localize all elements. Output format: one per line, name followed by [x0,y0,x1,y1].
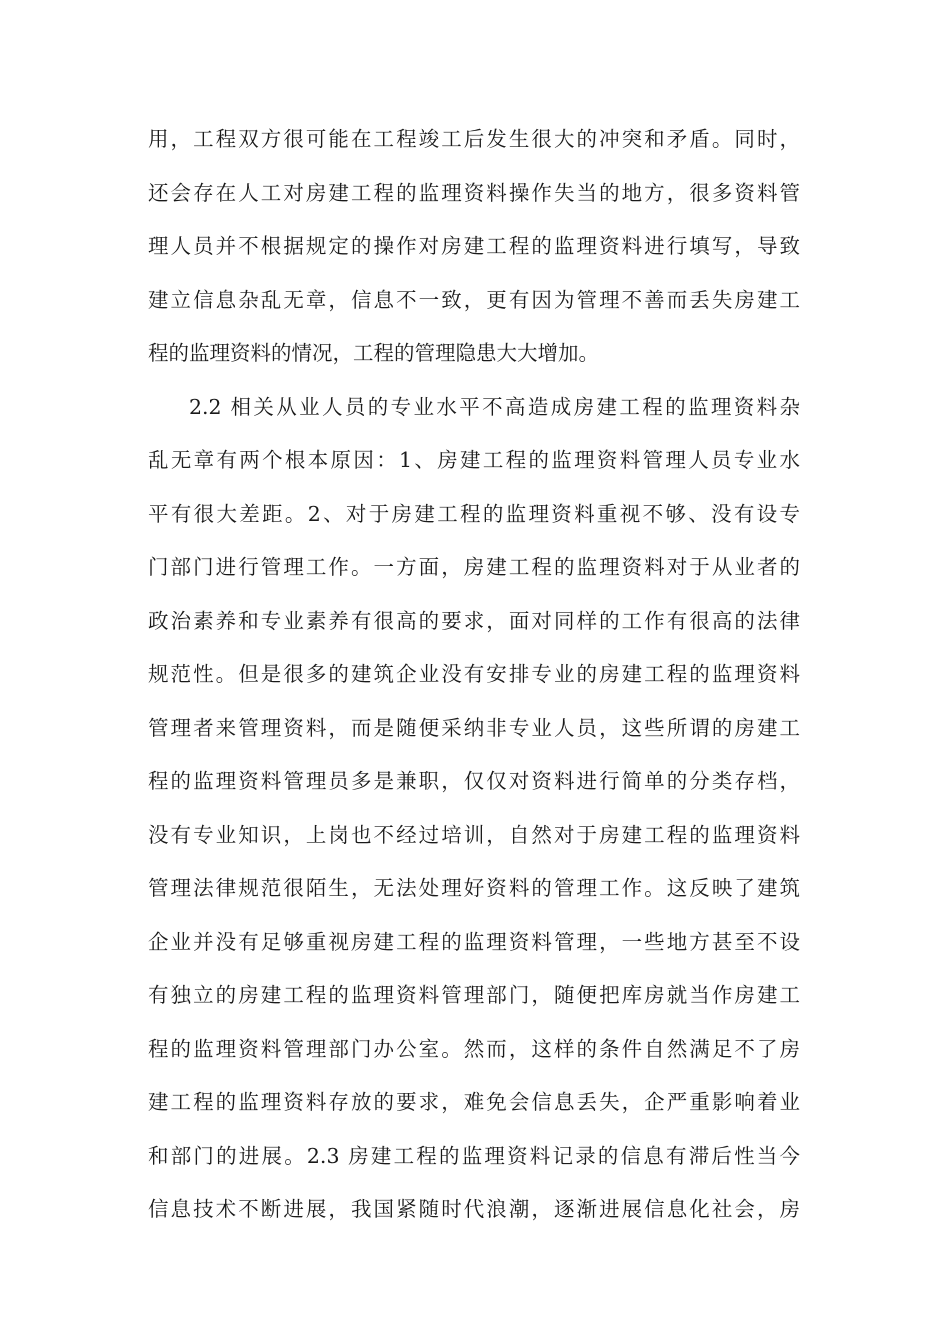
text-line: 乱无章有两个根本原因：1、房建工程的监理资料管理人员专业水 [148,448,800,472]
paragraph-1 [148,113,800,381]
paragraph-2 [148,381,800,1237]
text-line: 规范性。但是很多的建筑企业没有安排专业的房建工程的监理资料 [148,662,800,686]
text-line: 有独立的房建工程的监理资料管理部门，随便把库房就当作房建工 [148,983,800,1007]
text-line: 建立信息杂乱无章，信息不一致，更有因为管理不善而丢失房建工 [148,287,800,312]
text-line: 建工程的监理资料存放的要求，难免会信息丢失，企严重影响着业 [148,1090,800,1114]
text-line: 政治素养和专业素养有很高的要求，面对同样的工作有很高的法律 [148,608,800,633]
text-line: 和部门的进展。2.3 房建工程的监理资料记录的信息有滞后性当今 [148,1143,800,1168]
text-line: 信息技术不断进展，我国紧随时代浪潮，逐渐进展信息化社会，房 [148,1197,800,1221]
text-line: 平有很大差距。2、对于房建工程的监理资料重视不够、没有设专 [148,501,800,526]
document-body [148,113,800,1237]
text-line: 门部门进行管理工作。一方面，房建工程的监理资料对于从业者的 [148,555,800,579]
text-line: 还会存在人工对房建工程的监理资料操作失当的地方，很多资料管 [148,180,800,205]
text-line: 用，工程双方很可能在工程竣工后发生很大的冲突和矛盾。同时， [148,127,800,151]
text-line: 程的监理资料的情况，工程的管理隐患大大增加。 [148,341,599,365]
text-line: 没有专业知识，上岗也不经过培训，自然对于房建工程的监理资料 [148,822,800,847]
text-line: 企业并没有足够重视房建工程的监理资料管理，一些地方甚至不设 [148,929,800,954]
text-line: 理人员并不根据规定的操作对房建工程的监理资料进行填写，导致 [148,234,800,258]
text-line: 程的监理资料管理员多是兼职，仅仅对资料进行简单的分类存档， [148,769,800,793]
text-line: 管理法律规范很陌生，无法处理好资料的管理工作。这反映了建筑 [148,876,800,900]
text-line: 2.2 相关从业人员的专业水平不高造成房建工程的监理资料杂 [189,394,800,419]
text-line: 管理者来管理资料，而是随便采纳非专业人员，这些所谓的房建工 [148,715,800,740]
text-line: 程的监理资料管理部门办公室。然而，这样的条件自然满足不了房 [148,1036,800,1061]
